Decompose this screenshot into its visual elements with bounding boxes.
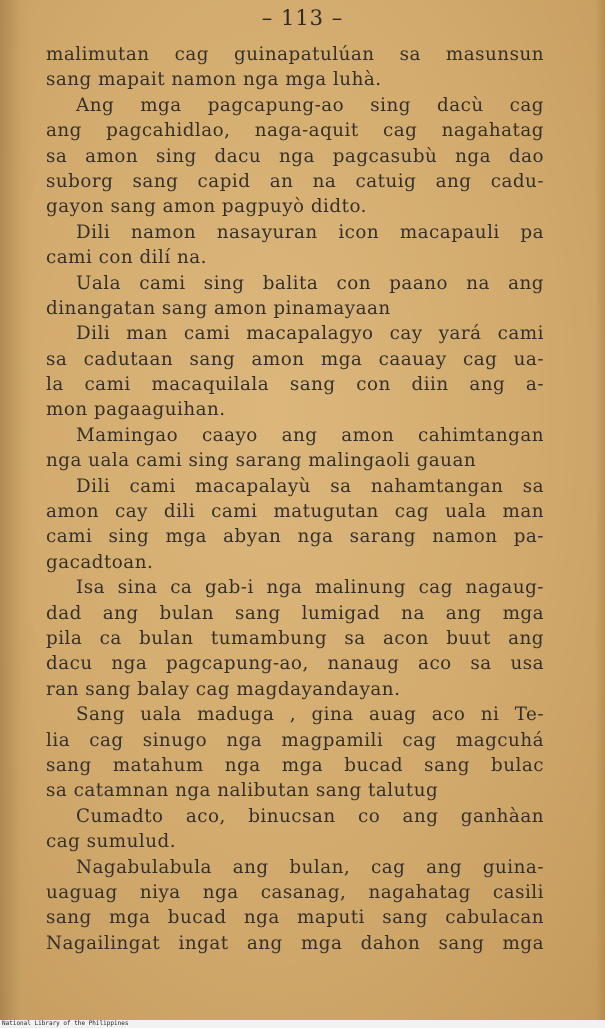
page-edge-shadow <box>595 0 605 1020</box>
text-line: Mamingao caayo ang amon cahimtangan <box>76 424 544 446</box>
text-line: la cami macaquilala sang con diin ang a- <box>46 374 544 396</box>
text-line: Cumadto aco, binucsan co ang ganhàan <box>76 805 544 827</box>
text-line: malimutan cag guinapatulúan sa masunsun <box>46 44 544 65</box>
page-spine-shadow <box>0 0 34 1020</box>
text-line: Sang uala maduga , gina auag aco ni Te- <box>76 704 544 726</box>
text-line: sang mga bucad nga maputi sang cabulacan <box>46 907 544 929</box>
page-number: – 113 – <box>261 6 344 30</box>
text-line: nga uala cami sing sarang malingaoli gauan <box>46 450 477 472</box>
text-line: gayon sang amon pagpuyò didto. <box>46 196 367 218</box>
page-text-body <box>46 42 544 956</box>
text-line: cami sing mga abyan nga sarang namon pa- <box>46 526 544 548</box>
text-line: cag sumulud. <box>46 831 177 853</box>
text-line: sa amon sing dacu nga pagcasubù nga dao <box>46 145 544 167</box>
text-line: dinangatan sang amon pinamayaan <box>46 297 391 319</box>
text-line: uaguag niya nga casanag, nagahatag casili <box>46 881 544 903</box>
text-line: suborg sang capid an na catuig ang cadu- <box>46 170 544 192</box>
text-line: Dili man cami macapalagyo cay yará cami <box>76 323 544 345</box>
text-line: Nagabulabula ang bulan, cag ang guina- <box>76 856 544 878</box>
text-line: ran sang balay cag magdayandayan. <box>46 678 401 700</box>
text-line: dacu nga pagcapung-ao, nanaug aco sa usa <box>46 653 544 675</box>
text-line: sa cadutaan sang amon mga caauay cag ua- <box>46 348 544 370</box>
text-line: mon pagaaguihan. <box>46 399 226 421</box>
text-line: sang matahum nga mga bucad sang bulac <box>46 754 544 776</box>
text-line: Uala cami sing balita con paano na ang <box>76 272 544 294</box>
text-line: dad ang bulan sang lumigad na ang mga <box>46 602 544 624</box>
text-line: pila ca bulan tumambung sa acon buut ang <box>46 627 544 649</box>
text-line: Dili namon nasayuran icon macapauli pa <box>76 221 544 243</box>
text-line: sang mapait namon nga mga luhà. <box>46 69 382 91</box>
text-line: lia cag sinugo nga magpamili cag magcuhá <box>46 729 544 751</box>
text-line: sa catamnan nga nalibutan sang talutug <box>46 780 439 802</box>
text-line: Nagailingat ingat ang mga dahon sang mga <box>46 932 544 954</box>
text-line: cami con dilí na. <box>46 247 207 269</box>
library-footer: National Library of the Philippines <box>0 1020 605 1028</box>
text-line: Dili cami macapalayù sa nahamtangan sa <box>76 475 544 497</box>
text-line: ang pagcahidlao, naga-aquit cag nagahatag <box>46 120 544 142</box>
text-line: Isa sina ca gab-i nga malinung cag nagaug- <box>76 577 544 599</box>
text-line: Ang mga pagcapung-ao sing dacù cag <box>76 94 544 116</box>
text-line: amon cay dili cami matugutan cag uala man <box>46 501 544 523</box>
text-line: gacadtoan. <box>46 551 154 573</box>
